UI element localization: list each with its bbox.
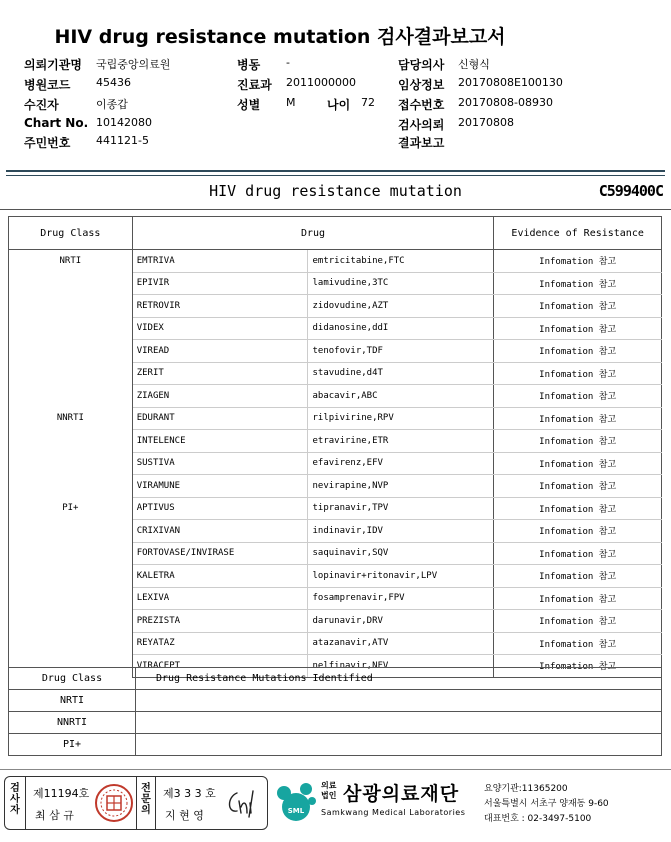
doctor-label: 담당의사 [398,58,445,72]
header-drug: Drug [132,217,494,250]
mutation-value [136,690,662,712]
hospital-code-label: 병원코드 [24,78,71,92]
resident-value: 441121-5 [96,134,149,147]
generic-name-cell: stavudine,d4T [308,362,494,385]
inspector-number: 제11194호 [33,787,90,800]
evidence-cell: Infomation 참고 [494,565,662,588]
evidence-cell: Infomation 참고 [494,317,662,340]
evidence-cell: Infomation 참고 [494,587,662,610]
clinical-row [398,76,598,92]
brand-name-cell: EMTRIVA [132,250,308,273]
generic-name-cell: rilpivirine,RPV [308,407,494,430]
test-code: C599400C [598,182,663,200]
specialist-name: 지 현 영 [165,809,204,822]
brand-name-cell: INTELENCE [132,430,308,453]
clinical-value: 20170808E100130 [458,76,563,89]
mutation-row [9,734,662,756]
section-divider-thick [6,170,665,172]
specialist-number: 제3 3 3 호 [163,787,216,800]
sex-value: M [286,96,296,109]
signature-divider [25,777,26,829]
sex-label: 성별 [237,98,261,112]
generic-name-cell: fosamprenavir,FPV [308,587,494,610]
brand-name-cell: EPIVIR [132,272,308,295]
evidence-cell: Infomation 참고 [494,610,662,633]
section-divider-thin [6,175,665,176]
dept-row [237,76,377,92]
evidence-cell: Infomation 참고 [494,542,662,565]
evidence-cell: Infomation 참고 [494,250,662,273]
inspector-name: 최 삼 규 [35,809,74,822]
signature-icon [223,787,261,819]
evidence-cell: Infomation 참고 [494,295,662,318]
drug-class-cell: NRTI [9,250,133,408]
hospital-code-value: 45436 [96,76,131,89]
drug-class-cell: PI+ [9,497,133,677]
patient-label: 수진자 [24,98,59,112]
brand-name-cell: REYATAZ [132,632,308,655]
drug-class-cell: NNRTI [9,407,133,497]
evidence-cell: Infomation 참고 [494,655,662,678]
drug-resistance-table [8,216,662,678]
footer-divider [0,769,671,770]
brand-name-cell: ZERIT [132,362,308,385]
report-title: HIV drug resistance mutation 검사결과보고서 [54,26,506,48]
sex-row [237,96,377,112]
generic-name-cell: tenofovir,TDF [308,340,494,363]
evidence-cell: Infomation 참고 [494,385,662,408]
doctor-value: 신형식 [458,58,490,71]
org-code: 요양기관:11365200 [484,784,568,794]
mutation-class: NRTI [9,690,136,712]
institution-row [24,56,224,72]
receipt-label: 접수번호 [398,98,445,112]
inspector-label [6,783,24,816]
org-english: Samkwang Medical Laboratories [321,808,466,817]
evidence-cell: Infomation 참고 [494,475,662,498]
specialist-label [137,783,155,816]
generic-name-cell: atazanavir,ATV [308,632,494,655]
report-subtitle: HIV drug resistance mutation [209,182,462,200]
brand-name-cell: VIDEX [132,317,308,340]
evidence-cell: Infomation 참고 [494,362,662,385]
org-phone: 대표번호 : 02-3497-5100 [484,814,592,824]
generic-name-cell: darunavir,DRV [308,610,494,633]
request-label: 검사의뢰 [398,118,445,132]
generic-name-cell: saquinavir,SQV [308,542,494,565]
subtitle-divider [0,209,671,210]
mutation-table-header [9,668,662,690]
brand-name-cell: ZIAGEN [132,385,308,408]
mutation-value [136,734,662,756]
hospital-code-row [24,76,224,92]
generic-name-cell: nelfinavir,NFV [308,655,494,678]
mutation-header-class: Drug Class [9,668,136,690]
drug-row [9,497,662,520]
mutation-header-identified: Drug Resistance Mutations Identified [136,668,662,690]
brand-name-cell: EDURANT [132,407,308,430]
brand-name-cell: RETROVIR [132,295,308,318]
drug-row [9,250,662,273]
brand-name-cell: KALETRA [132,565,308,588]
evidence-cell: Infomation 참고 [494,407,662,430]
patient-value: 이종갑 [96,98,128,111]
drug-table-header [9,217,662,250]
signature-box [4,776,268,830]
org-address: 서울특별시 서초구 양재동 9-60 [484,799,609,809]
header-drug-class: Drug Class [9,217,133,250]
request-value: 20170808 [458,116,514,129]
generic-name-cell: indinavir,IDV [308,520,494,543]
receipt-value: 20170808-08930 [458,96,553,109]
doctor-row [398,56,598,72]
receipt-row [398,96,598,112]
generic-name-cell: etravirine,ETR [308,430,494,453]
evidence-cell: Infomation 참고 [494,497,662,520]
evidence-cell: Infomation 참고 [494,452,662,475]
org-name: 삼광의료재단 [343,783,460,805]
generic-name-cell: efavirenz,EFV [308,452,494,475]
clinical-label: 임상정보 [398,78,445,92]
sml-logo-icon [272,779,320,827]
signature-divider-right [155,777,156,829]
evidence-cell: Infomation 참고 [494,430,662,453]
mutation-row [9,690,662,712]
generic-name-cell: lopinavir+ritonavir,LPV [308,565,494,588]
result-row [398,134,598,150]
chart-value: 10142080 [96,116,152,129]
patient-row [24,96,224,112]
generic-name-cell: didanosine,ddI [308,317,494,340]
signature-divider-left [136,777,137,829]
evidence-cell: Infomation 참고 [494,272,662,295]
age-value: 72 [361,96,375,109]
specialist-label-text: 전문의 [141,783,151,816]
resident-row [24,134,224,150]
generic-name-cell: zidovudine,AZT [308,295,494,318]
institution-label: 의뢰기관명 [24,58,82,72]
brand-name-cell: LEXIVA [132,587,308,610]
generic-name-cell: emtricitabine,FTC [308,250,494,273]
seal-stamp-icon [94,783,134,823]
request-row [398,116,598,132]
institution-value: 국립중앙의료원 [96,58,171,71]
mutation-class: NNRTI [9,712,136,734]
brand-name-cell: VIRAMUNE [132,475,308,498]
mutation-class: PI+ [9,734,136,756]
org-prefix: 의료법인 [321,781,337,800]
evidence-cell: Infomation 참고 [494,520,662,543]
drug-row [9,407,662,430]
brand-name-cell: SUSTIVA [132,452,308,475]
header-evidence: Evidence of Resistance [494,217,662,250]
evidence-cell: Infomation 참고 [494,632,662,655]
brand-name-cell: VIREAD [132,340,308,363]
dept-value: 2011000000 [286,76,356,89]
chart-label: Chart No. [24,116,89,130]
generic-name-cell: tipranavir,TPV [308,497,494,520]
brand-name-cell: APTIVUS [132,497,308,520]
result-label: 결과보고 [398,136,445,150]
mutation-value [136,712,662,734]
generic-name-cell: abacavir,ABC [308,385,494,408]
dept-label: 진료과 [237,78,272,92]
brand-name-cell: VIRACEPT [132,655,308,678]
mutation-row [9,712,662,734]
ward-row [237,56,377,72]
brand-name-cell: FORTOVASE/INVIRASE [132,542,308,565]
brand-name-cell: PREZISTA [132,610,308,633]
ward-value: - [286,56,290,69]
mutation-table [8,667,662,756]
evidence-cell: Infomation 참고 [494,340,662,363]
resident-label: 주민번호 [24,136,71,150]
generic-name-cell: nevirapine,NVP [308,475,494,498]
brand-name-cell: CRIXIVAN [132,520,308,543]
chart-row [24,116,224,132]
generic-name-cell: lamivudine,3TC [308,272,494,295]
logo-text: SML [287,807,305,815]
ward-label: 병동 [237,58,261,72]
age-label: 나이 [327,98,351,112]
inspector-label-text: 검사자 [10,783,20,816]
